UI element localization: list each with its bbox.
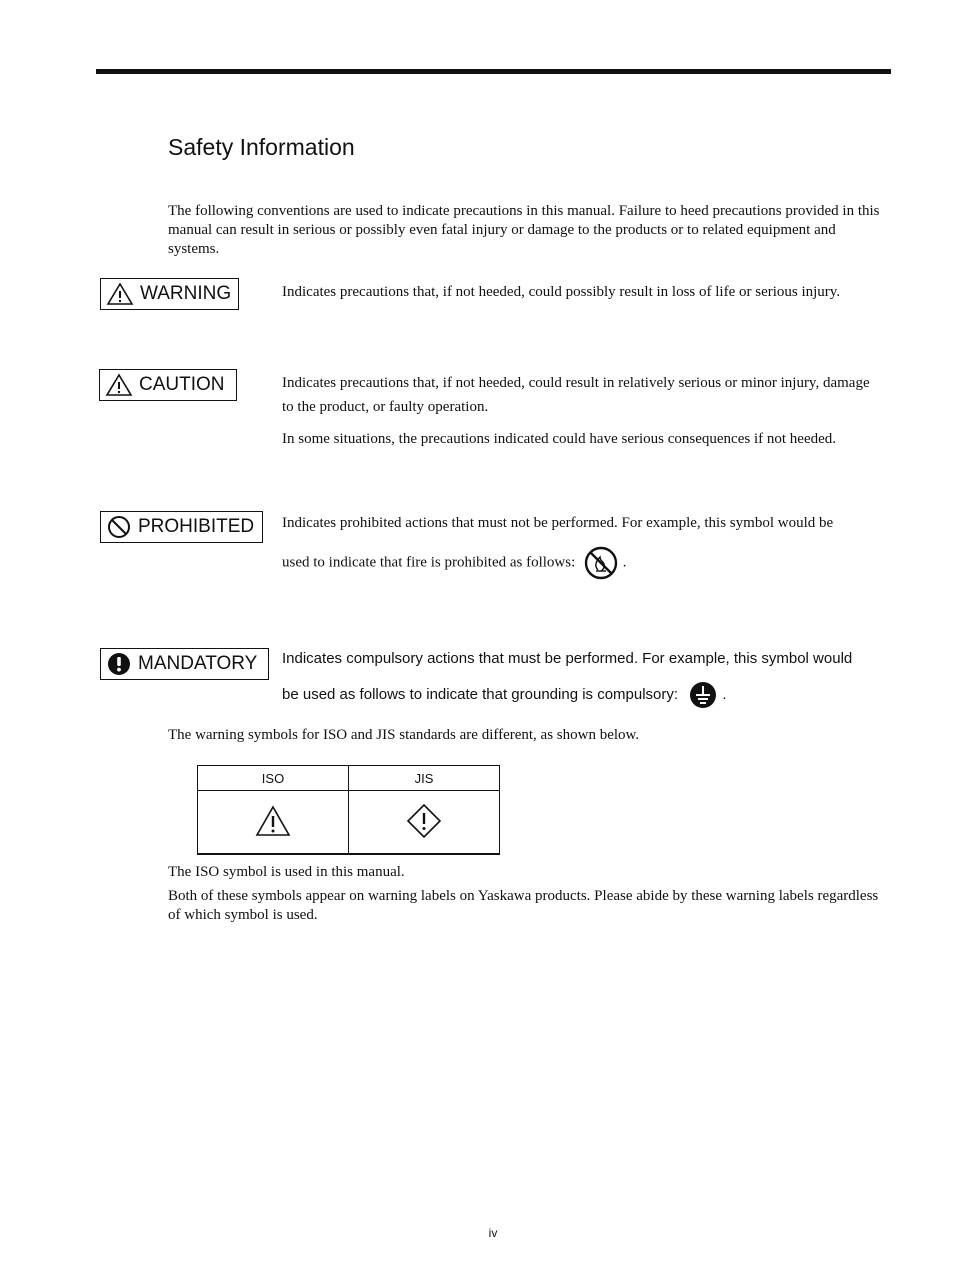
mandatory-label-text: MANDATORY [138, 653, 258, 674]
prohibited-description-1: Indicates prohibited actions that must not be performed. For example, this symbol would be [282, 515, 834, 531]
prohibited-description-2: used to indicate that fire is prohibited as follows: [282, 554, 576, 571]
caution-description-1: Indicates precautions that, if not heeded, could result in relatively serious or minor injury, damage to the product, or faulty operation. [282, 375, 870, 415]
no-fire-icon [583, 545, 619, 581]
prohibited-label-text: PROHIBITED [138, 516, 255, 537]
mandatory-label [100, 648, 269, 680]
symbols-table [197, 765, 500, 855]
prohibited-label [100, 511, 263, 543]
prohibited-description-2-end: . [622, 554, 627, 571]
warning-label-text: WARNING [140, 283, 232, 304]
prohibited-description-2-line [282, 545, 892, 581]
grounding-icon [688, 680, 718, 710]
warning-triangle-icon [106, 282, 134, 306]
jis-symbol-cell [349, 791, 500, 855]
symbols-note-1: The ISO symbol is used in this manual. [168, 864, 405, 880]
table-header-row [198, 766, 500, 791]
page-title: Safety Information [168, 134, 355, 160]
symbols-intro: The warning symbols for ISO and JIS standards are different, as shown below. [168, 727, 640, 743]
page-number: iv [488, 1226, 498, 1240]
iso-warning-triangle-icon [254, 804, 292, 838]
caution-description-2: In some situations, the precautions indicated could have serious consequences if not heeded. [282, 431, 837, 447]
top-rule [96, 69, 891, 74]
jis-warning-diamond-icon [405, 802, 443, 840]
caution-label [99, 369, 237, 401]
exclamation-circle-icon [106, 651, 132, 677]
intro-paragraph: The following conventions are used to indicate precautions in this manual. Failure to heed precautions provided in this manual can result in serious or possibly even fatal injury or damage to the products or to related equipment and systems. [168, 203, 880, 257]
symbols-note-2: Both of these symbols appear on warning labels on Yaskawa products. Please abide by these warning labels regardless of which symbol is used. [168, 888, 879, 923]
warning-description: Indicates precautions that, if not heeded, could possibly result in loss of life or serious injury. [282, 284, 841, 300]
jis-header: JIS [349, 766, 500, 791]
table-row [198, 791, 500, 855]
iso-header: ISO [198, 766, 349, 791]
warning-triangle-icon [105, 373, 133, 397]
mandatory-description-2-end: . [722, 686, 727, 703]
caution-label-text: CAUTION [139, 374, 225, 395]
mandatory-description-1: Indicates compulsory actions that must be performed. For example, this symbol would [282, 650, 853, 667]
iso-symbol-cell [198, 791, 349, 855]
prohibited-circle-icon [106, 514, 132, 540]
mandatory-description-2: be used as follows to indicate that grounding is compulsory: [282, 686, 679, 703]
mandatory-description-2-line [282, 680, 902, 710]
warning-label [100, 278, 239, 310]
